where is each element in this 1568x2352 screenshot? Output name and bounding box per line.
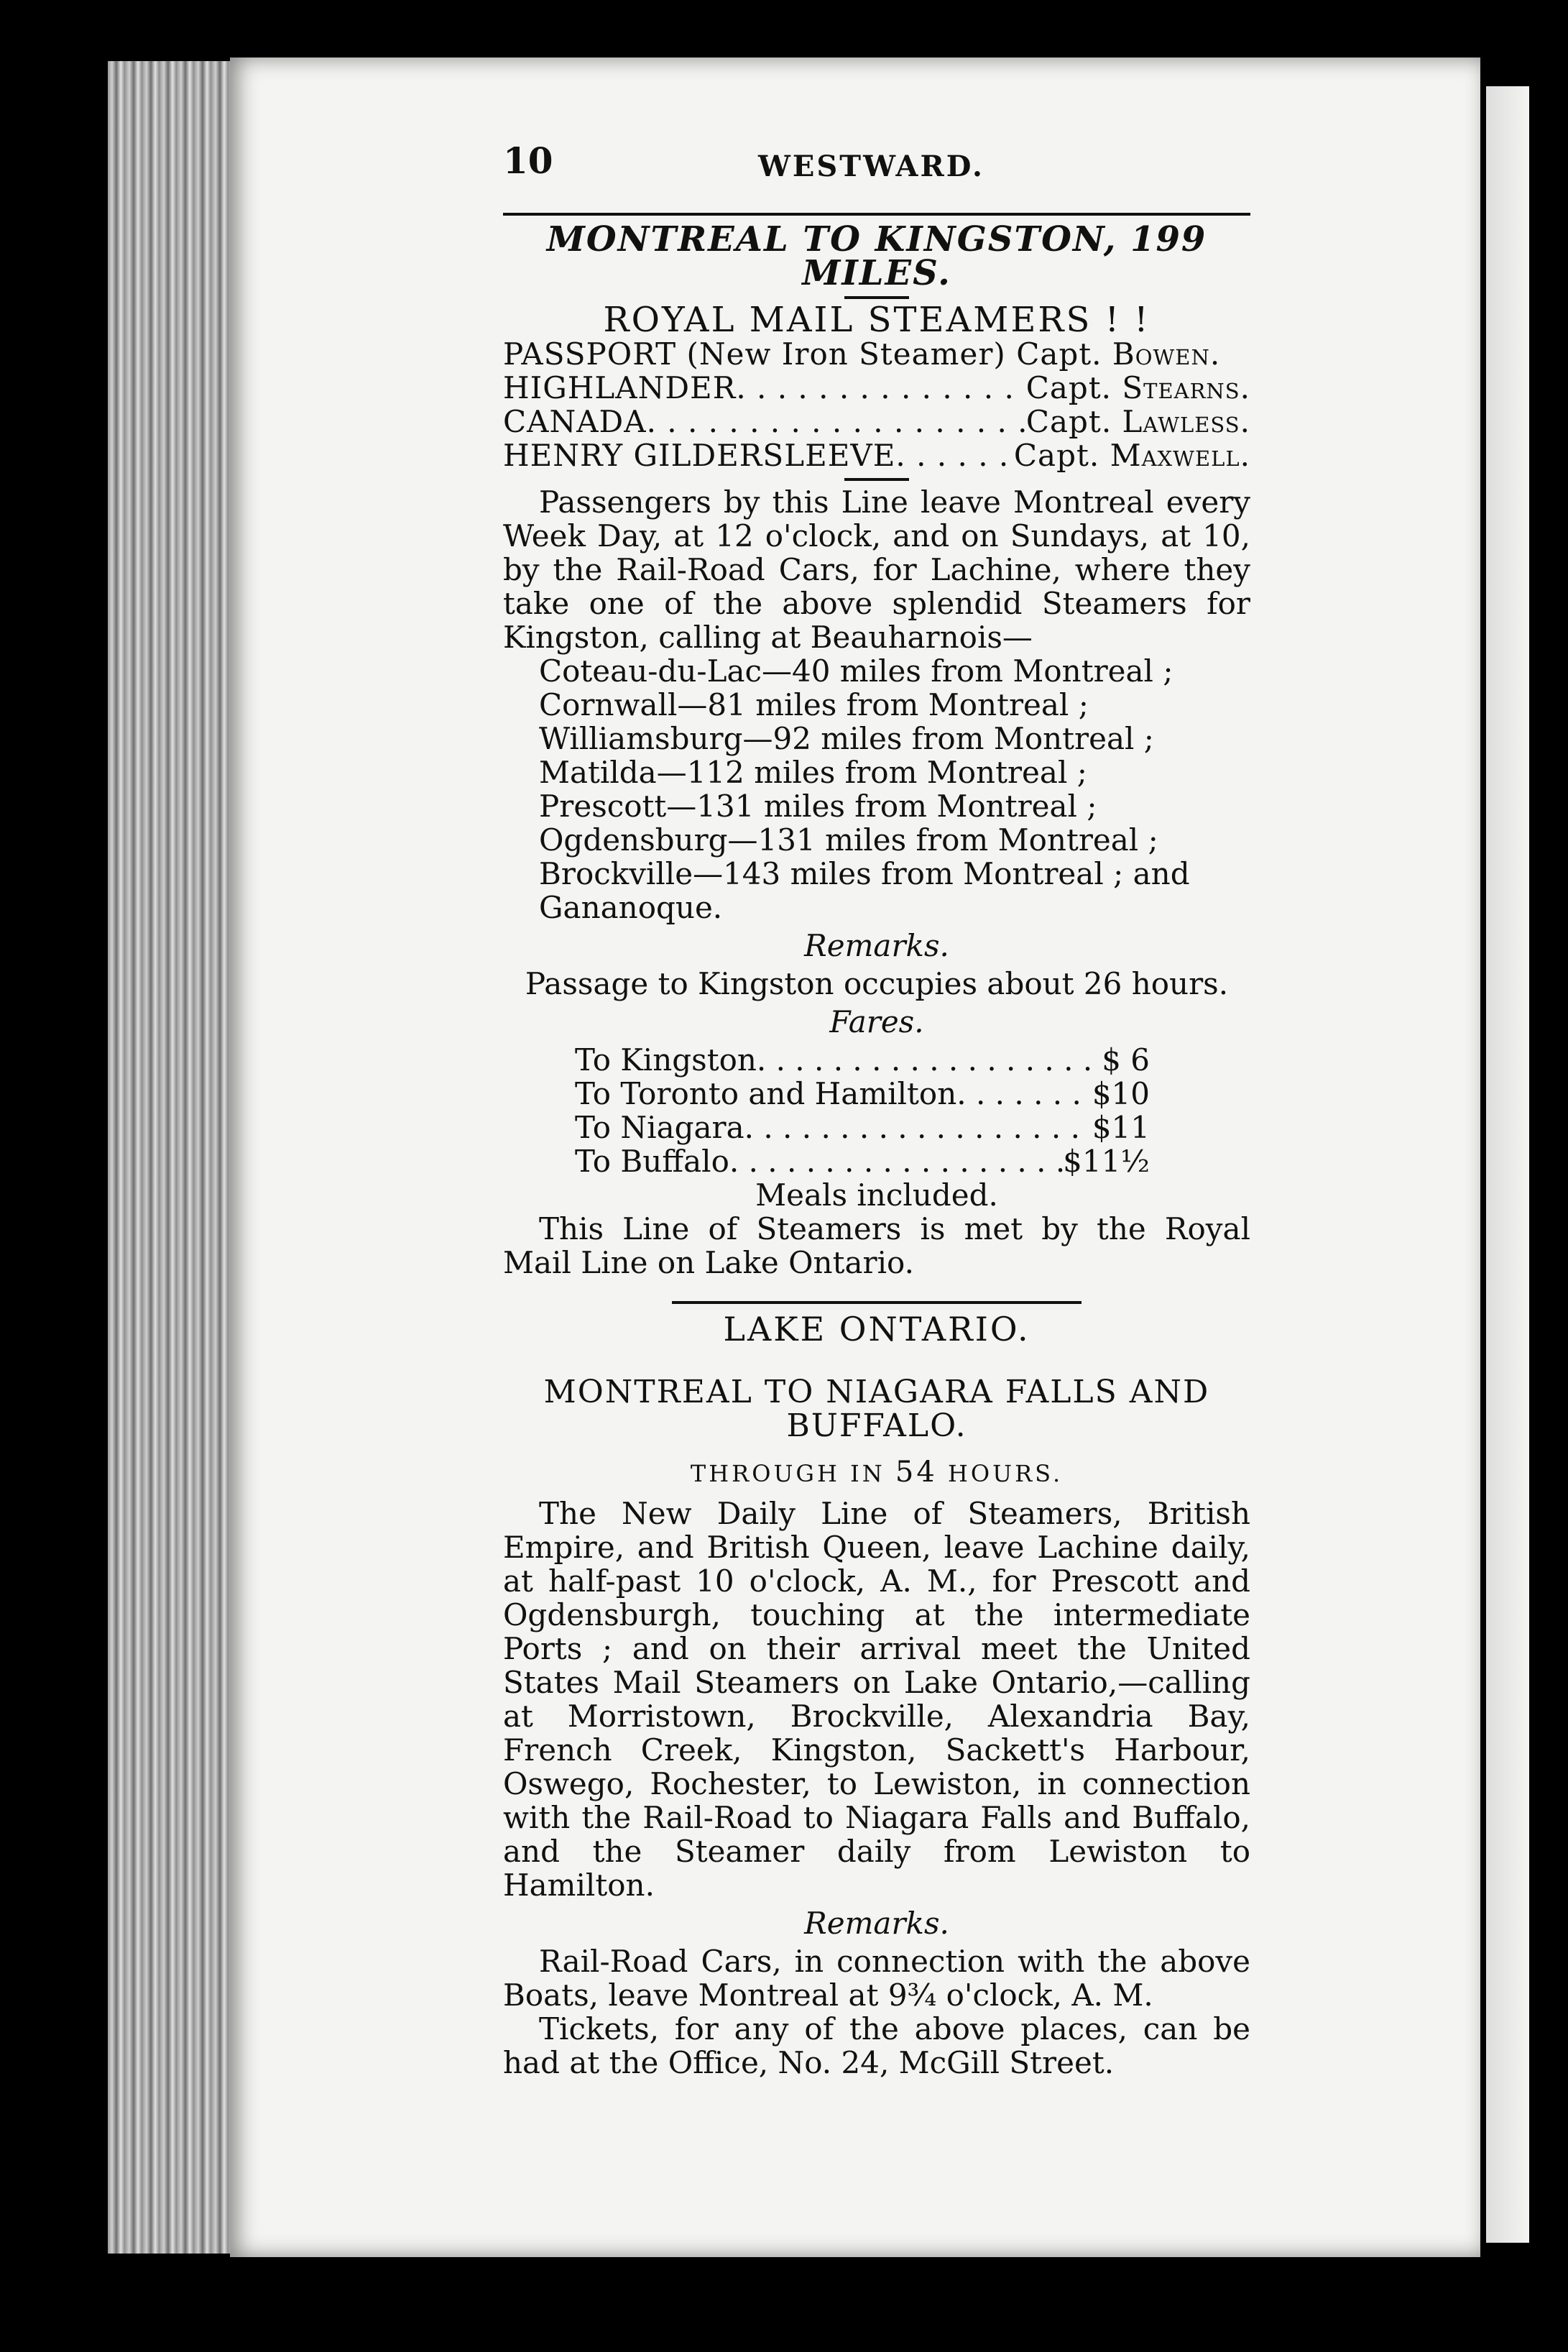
steamer-name: PASSPORT (New Iron Steamer) (503, 336, 1006, 372)
short-rule (844, 296, 909, 299)
fare-row (575, 1144, 1150, 1178)
route-title: MONTREAL TO KINGSTON, 199 MILES. (546, 219, 1207, 293)
leader-dots (736, 371, 1025, 405)
steamer-name: CANADA (503, 404, 647, 439)
fares-table (575, 1043, 1150, 1178)
stop-item: Matilda—112 miles from Montreal ; (539, 755, 1087, 790)
fare-row (575, 1077, 1150, 1111)
through-number: 54 (895, 1456, 938, 1489)
captain-prefix: Capt. (1025, 370, 1112, 405)
leader-dots (757, 1043, 1102, 1077)
leader-dots (647, 405, 1026, 438)
fare-price: $11 (1092, 1110, 1150, 1145)
stop-item: Williamsburg—92 miles from Montreal ; (539, 721, 1154, 756)
captain-prefix: Capt. (1025, 404, 1112, 439)
fare-destination: To Niagara (575, 1110, 744, 1145)
lake-remarks-2: Tickets, for any of the above places, can be had at the Office, No. 24, McGill Street. (503, 2011, 1250, 2080)
steamer-list (503, 337, 1250, 472)
fare-row (575, 1111, 1150, 1144)
short-rule (844, 478, 909, 481)
fare-price: $ 6 (1102, 1042, 1150, 1078)
captain-name: Maxwell. (1110, 438, 1250, 473)
closing-paragraph: This Line of Steamers is met by the Royal Mail Line on Lake Ontario. (503, 1211, 1250, 1280)
captain-name: Lawless. (1122, 404, 1250, 439)
meals-note: Meals included. (755, 1177, 998, 1213)
facing-page-edge (1486, 86, 1529, 2243)
steamer-name: HENRY GILDERSLEEVE (503, 438, 896, 473)
mail-title: ROYAL MAIL STEAMERS ! ! (603, 300, 1150, 340)
fare-price: $11½ (1063, 1144, 1150, 1179)
lake-remarks-1: Rail-Road Cars, in connection with the above Boats, leave Montreal at 9¾ o'clock, A. M. (503, 1944, 1250, 2013)
stop-item: Cornwall—81 miles from Montreal ; (539, 687, 1089, 722)
book-page-edges (108, 61, 230, 2254)
lake-remarks-heading: Remarks. (804, 1906, 949, 1941)
remarks-heading: Remarks. (804, 928, 949, 963)
page-header (503, 139, 1250, 187)
steamer-name: HIGHLANDER (503, 370, 737, 405)
fare-row (575, 1043, 1150, 1077)
fare-destination: To Buffalo (575, 1144, 729, 1179)
stop-item: Coteau-du-Lac—40 miles from Montreal ; (539, 653, 1173, 689)
page-number: 10 (503, 139, 553, 182)
stop-item: Brockville—143 miles from Montreal ; and (539, 856, 1190, 891)
page-content (503, 139, 1250, 2080)
running-head: WESTWARD. (758, 150, 984, 183)
stop-item: Prescott—131 miles from Montreal ; (539, 789, 1097, 824)
captain-name: Bowen. (1112, 336, 1221, 372)
through-prefix: THROUGH IN (690, 1460, 885, 1487)
through-suffix: HOURS. (947, 1460, 1064, 1487)
section-title: LAKE ONTARIO. (723, 1310, 1030, 1349)
lake-body-paragraph: The New Daily Line of Steamers, British Empire, and British Queen, leave Lachine daily, at half-past 10 o'clock, A. M., for Prescott and Ogdensburgh, touching at the intermediate Ports ; and on their arrival meet the United States Mail Steamers on Lake Ontario,—calling at Morristown, Brockville, Alexandria Bay, French Creek, Kingston, Sackett's Harbour, Oswego, Rochester, to Lewiston, in connection with the Rail-Road to Niagara Falls and Buffalo, and the Steamer daily from Lewiston to Hamilton. (503, 1496, 1250, 1903)
subsection-title: MONTREAL TO NIAGARA FALLS AND BUFFALO. (543, 1374, 1210, 1444)
stops-list (539, 654, 1250, 924)
header-rule (503, 213, 1250, 216)
fares-heading: Fares. (829, 1004, 924, 1039)
captain-prefix: Capt. (1013, 438, 1100, 473)
captain-prefix: Capt. (1016, 336, 1102, 372)
steamer-row (503, 405, 1250, 438)
leader-dots (895, 438, 1014, 472)
through-line (503, 1456, 1250, 1491)
captain-name: Stearns. (1122, 370, 1250, 405)
steamer-row (503, 337, 1250, 371)
fare-price: $10 (1092, 1076, 1150, 1111)
fare-destination: To Kingston (575, 1042, 757, 1078)
remarks-text: Passage to Kingston occupies about 26 hours. (525, 966, 1229, 1001)
leader-dots (729, 1144, 1063, 1178)
steamer-row (503, 371, 1250, 405)
intro-paragraph: Passengers by this Line leave Montreal every Week Day, at 12 o'clock, and on Sundays, at 10, by the Rail-Road Cars, for Lachine, where they take one of the above splendid Steamers for Kingston, calling at Beauharnois— (503, 484, 1250, 655)
leader-dots (956, 1077, 1092, 1111)
stop-item: Gananoque. (539, 890, 723, 925)
leader-dots (744, 1111, 1092, 1144)
steamer-row (503, 438, 1250, 472)
stop-item: Ogdensburg—131 miles from Montreal ; (539, 822, 1158, 858)
fare-destination: To Toronto and Hamilton (575, 1076, 957, 1111)
section-rule (672, 1301, 1082, 1304)
